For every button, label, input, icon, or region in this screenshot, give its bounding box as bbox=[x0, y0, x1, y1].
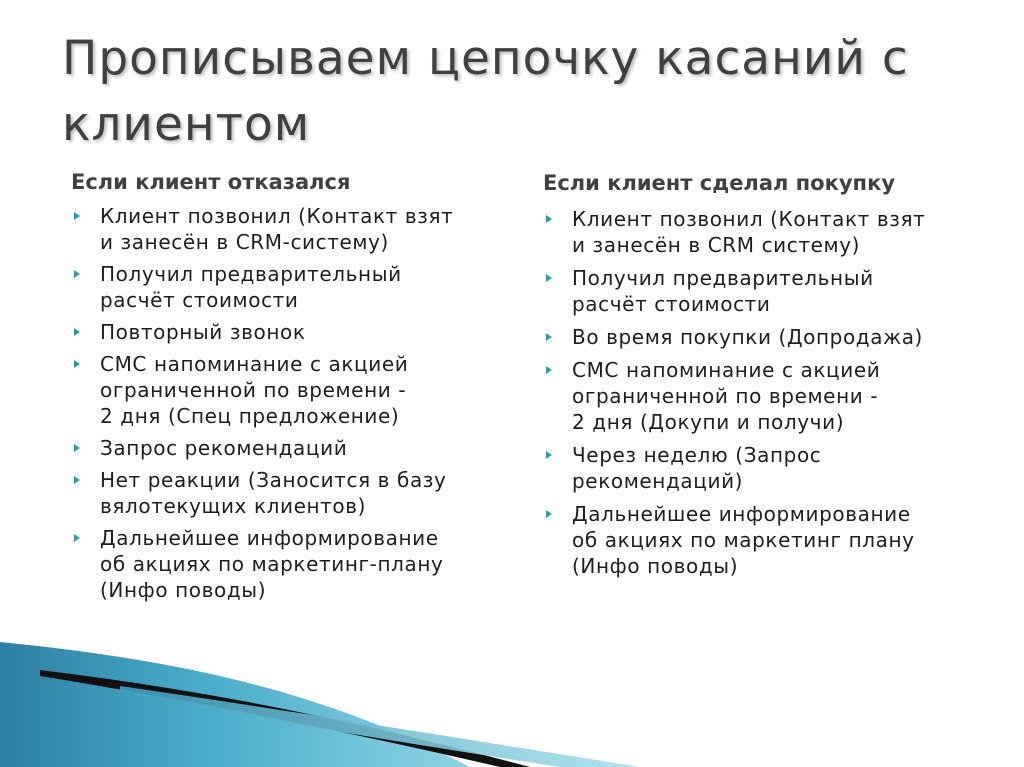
triangle-bullet-icon bbox=[546, 451, 552, 459]
triangle-bullet-icon bbox=[546, 215, 552, 223]
list-item-text: Нет реакции (Заносится в базу вялотекущих клиентов) bbox=[100, 468, 447, 518]
list-item-text: Клиент позвонил (Контакт взят и занесён в CRM-систему) bbox=[100, 204, 454, 254]
triangle-bullet-icon bbox=[74, 534, 80, 542]
column-heading: Если клиент отказался bbox=[71, 170, 351, 194]
list-item bbox=[543, 206, 963, 258]
list-item bbox=[543, 357, 963, 435]
column-heading: Если клиент сделал покупку bbox=[543, 171, 896, 195]
column-purchased bbox=[543, 169, 963, 586]
list-item-text: Через неделю (Запрос рекомендаций) bbox=[572, 443, 822, 493]
triangle-bullet-icon bbox=[546, 333, 552, 341]
list-item-text: Клиент позвонил (Контакт взят и занесён в CRM систему) bbox=[572, 207, 926, 257]
list-item bbox=[543, 324, 963, 350]
list-item-text: Получил предварительный расчёт стоимости bbox=[572, 266, 874, 316]
list-item-text: Во время покупки (Допродажа) bbox=[572, 325, 923, 349]
bullet-list bbox=[543, 206, 963, 579]
list-item-text: Повторный звонок bbox=[100, 320, 306, 344]
triangle-bullet-icon bbox=[74, 444, 80, 452]
list-item bbox=[71, 261, 491, 313]
list-item-text: Запрос рекомендаций bbox=[100, 436, 348, 460]
list-item-text: Дальнейшее информирование об акциях по маркетинг плану (Инфо поводы) bbox=[572, 502, 915, 578]
slide-title: Прописываем цепочку касаний с клиентом bbox=[62, 31, 909, 152]
triangle-bullet-icon bbox=[546, 510, 552, 518]
triangle-bullet-icon bbox=[546, 366, 552, 374]
list-item bbox=[71, 203, 491, 255]
list-item-text: Дальнейшее информирование об акциях по маркетинг-плану (Инфо поводы) bbox=[100, 526, 444, 602]
list-item bbox=[71, 525, 491, 603]
list-item bbox=[543, 501, 963, 579]
column-refused bbox=[71, 168, 491, 609]
list-item bbox=[71, 467, 491, 519]
decorative-wave bbox=[0, 642, 1024, 767]
list-item-text: СМС напоминание с акцией ограниченной по времени - 2 дня (Докупи и получи) bbox=[572, 358, 881, 434]
triangle-bullet-icon bbox=[74, 476, 80, 484]
list-item bbox=[71, 435, 491, 461]
list-item bbox=[71, 351, 491, 429]
triangle-bullet-icon bbox=[74, 212, 80, 220]
bullet-list bbox=[71, 203, 491, 603]
triangle-bullet-icon bbox=[74, 328, 80, 336]
list-item bbox=[71, 319, 491, 345]
triangle-bullet-icon bbox=[546, 274, 552, 282]
list-item bbox=[543, 442, 963, 494]
triangle-bullet-icon bbox=[74, 360, 80, 368]
list-item bbox=[543, 265, 963, 317]
triangle-bullet-icon bbox=[74, 270, 80, 278]
list-item-text: Получил предварительный расчёт стоимости bbox=[100, 262, 402, 312]
list-item-text: СМС напоминание с акцией ограниченной по времени - 2 дня (Спец предложение) bbox=[100, 352, 409, 428]
